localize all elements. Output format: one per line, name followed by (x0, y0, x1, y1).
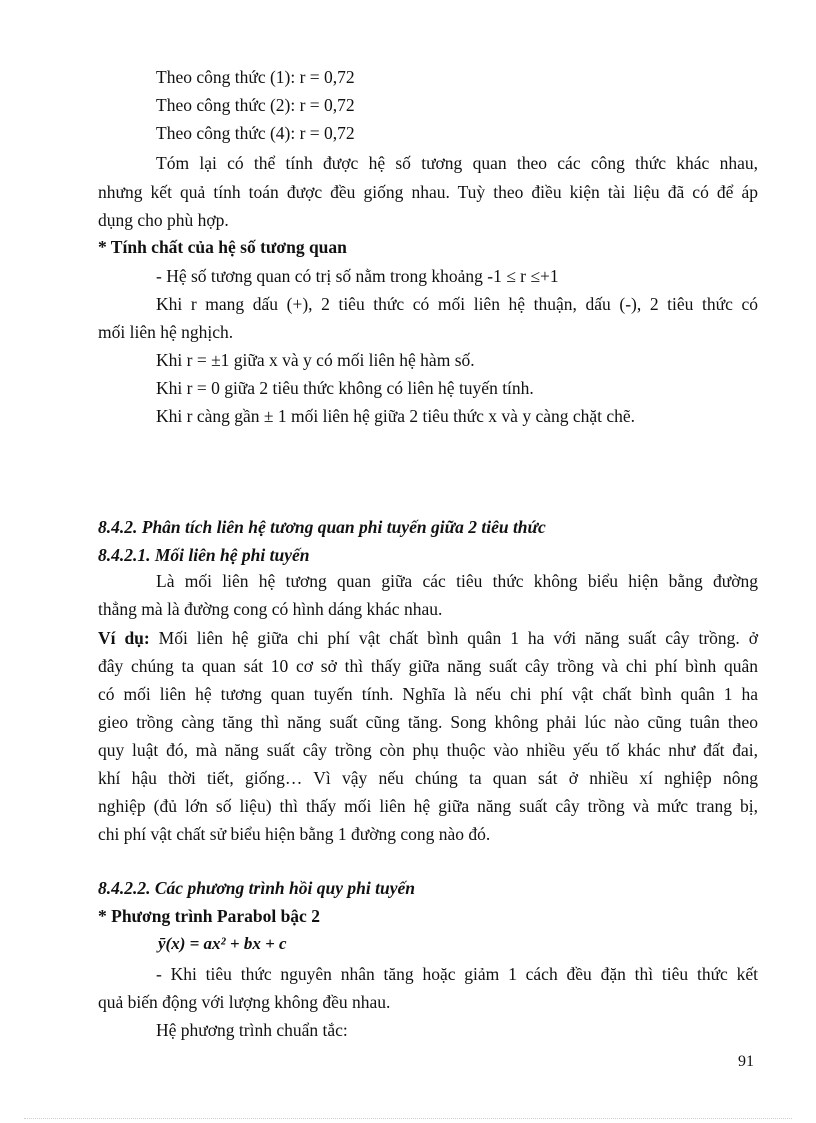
example-line-4: gieo trồng càng tăng thì năng suất cũng tăng. Song không phải lúc nào cũng tuân theo (98, 712, 758, 732)
parabol-heading: * Phương trình Parabol bậc 2 (98, 906, 320, 926)
property-zero: Khi r = 0 giữa 2 tiêu thức không có liên hệ tuyến tính. (156, 378, 534, 398)
property-tight: Khi r càng gần ± 1 mối liên hệ giữa 2 tiêu thức x và y càng chặt chẽ. (156, 406, 636, 426)
normal-equations-label: Hệ phương trình chuẩn tắc: (156, 1020, 348, 1040)
property-sign-line-1: Khi r mang dấu (+), 2 tiêu thức có mối liên hệ thuận, dấu (-), 2 tiêu thức có (156, 294, 758, 314)
example-line-2: đây chúng ta quan sát 10 cơ sở thì thấy giữa năng suất cây trồng và chi phí bình quân (98, 656, 758, 676)
definition-line-2: thẳng mà là đường cong có hình dáng khác nhau. (98, 599, 443, 619)
formula-1-result: Theo công thức (1): r = 0,72 (156, 67, 355, 87)
definition-line-1: Là mối liên hệ tương quan giữa các tiêu thức không biểu hiện bằng đường (156, 571, 758, 591)
parabola-line-1: - Khi tiêu thức nguyên nhân tăng hoặc giảm 1 cách đều đặn thì tiêu thức kết (156, 964, 758, 984)
formula-2-result: Theo công thức (2): r = 0,72 (156, 95, 355, 115)
parabola-line-2: quả biến động với lượng không đều nhau. (98, 992, 391, 1012)
property-range: - Hệ số tương quan có trị số nằm trong khoảng -1 ≤ r ≤+1 (156, 266, 559, 286)
summary-line-1: Tóm lại có thể tính được hệ số tương quan theo các công thức khác nhau, (156, 153, 758, 173)
parabola-formula: ȳ(x) = ax² + bx + c (158, 934, 287, 953)
bottom-divider (24, 1118, 792, 1119)
section-8-4-2-1-heading: 8.4.2.1. Mối liên hệ phi tuyến (98, 545, 310, 565)
summary-line-2: nhưng kết quả tính toán được đều giống nhau. Tuỳ theo điều kiện tài liệu đã có để áp (98, 182, 758, 202)
example-line-1-text: Mối liên hệ giữa chi phí vật chất bình quân 1 ha với năng suất cây trồng. ở (149, 628, 758, 648)
summary-line-3: dụng cho phù hợp. (98, 210, 229, 230)
section-8-4-2-2-heading: 8.4.2.2. Các phương trình hồi quy phi tuyến (98, 878, 415, 898)
formula-4-result: Theo công thức (4): r = 0,72 (156, 123, 355, 143)
example-line-8: chi phí vật chất sử biểu hiện bằng 1 đường cong nào đó. (98, 824, 491, 844)
property-functional: Khi r = ±1 giữa x và y có mối liên hệ hàm số. (156, 350, 475, 370)
example-line-1 (98, 624, 758, 652)
property-sign-line-2: mối liên hệ nghịch. (98, 322, 234, 342)
example-label: Ví dụ: (98, 628, 150, 648)
example-line-5: quy luật đó, mà năng suất cây trồng còn phụ thuộc vào nhiều yếu tố khác như đất đai, (98, 740, 758, 760)
example-line-6: khí hậu thời tiết, giống… Vì vậy nếu chúng ta quan sát ở nhiều xí nghiệp nông (98, 768, 758, 788)
page-number: 91 (738, 1053, 754, 1070)
example-line-7: nghiệp (đủ lớn số liệu) thì thấy mối liên hệ giữa năng suất cây trồng và mức trang bị, (98, 796, 758, 816)
properties-heading: * Tính chất của hệ số tương quan (98, 237, 347, 257)
example-line-3: có mối liên hệ tương quan tuyến tính. Nghĩa là nếu chi phí vật chất bình quân 1 ha (98, 684, 758, 704)
section-8-4-2-heading: 8.4.2. Phân tích liên hệ tương quan phi tuyến giữa 2 tiêu thức (98, 517, 546, 537)
